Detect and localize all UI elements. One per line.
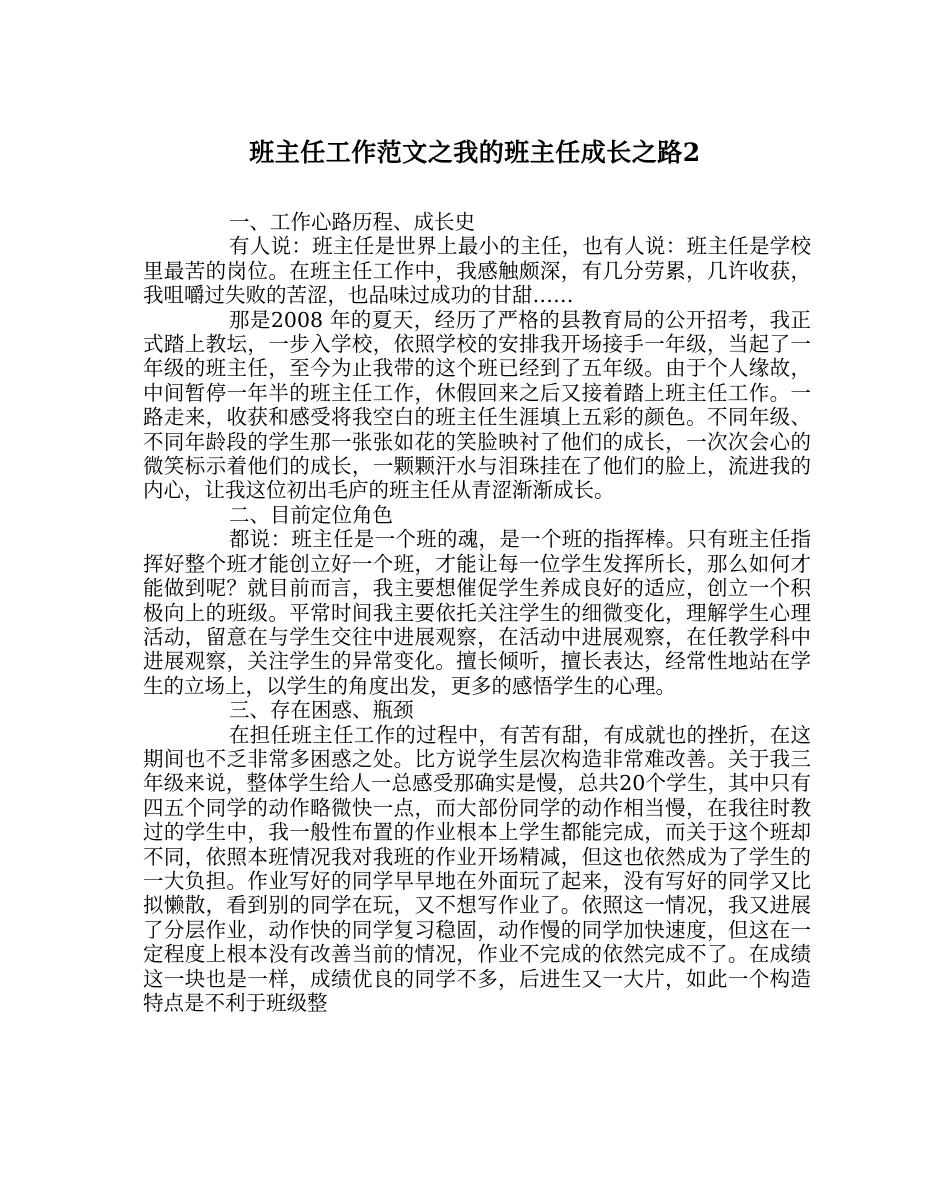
document-title: 班主任工作范文之我的班主任成长之路2 <box>249 138 701 167</box>
section-heading: 三、存在困惑、瓶颈 <box>229 698 414 723</box>
body-paragraph: 都说：班主任是一个班的魂，是一个班的指挥棒。只有班主任指挥好整个班才能创立好一个班，才能让每一位学生发挥所长，那么如何才能做到呢？就目前而言，我主要想催促学生养成良好的适应，创立一个积极向上的班级。平常时间我主要依托关注学生的细微变化，理解学生心理活动，留意在与学生交往中进展观察，在活动中进展观察，在任教学科中进展观察，关注学生的异常变化。擅长倾听，擅长表达，经常性地站在学生的立场上，以学生的角度出发，更多的感悟学生的心理。 <box>143 527 811 698</box>
section-heading: 一、工作心路历程、成长史 <box>229 210 475 234</box>
body-paragraph: 那是2008 年的夏天，经历了严格的县教育局的公开招考，我正式踏上教坛，一步入学校，依照学校的安排我开场接手一年级，当起了一年级的班主任，至今为止我带的这个班已经到了五年级。由于个人缘故，中间暂停一年半的班主任工作，休假回来之后又接着踏上班主任工作。一路走来，收获和感受将我空白的班主任生涯填上五彩的颜色。不同年级、不同年龄段的学生那一张张如花的笑脸映衬了他们的成长，一次次会心的微笑标示着他们的成长，一颗颗汗水与泪珠挂在了他们的脸上，流进我的内心，让我这位初出毛庐的班主任从青涩渐渐成长。 <box>143 307 811 503</box>
section-heading: 二、目前定位角色 <box>229 502 393 527</box>
document-body <box>143 210 811 1015</box>
body-paragraph: 在担任班主任工作的过程中，有苦有甜，有成就也的挫折，在这期间也不乏非常多困惑之处。比方说学生层次构造非常难改善。关于我三年级来说，整体学生给人一总感受那确实是慢，总共20个学生，其中只有四五个同学的动作略微快一点，而大部份同学的动作相当慢，在我往时教过的学生中，我一般性布置的作业根本上学生都能完成，而关于这个班却不同，依照本班情况我对我班的作业开场精减，但这也依然成为了学生的一大负担。作业写好的同学早早地在外面玩了起来，没有写好的同学又比拟懒散，看到别的同学在玩，又不想写作业了。依照这一情况，我又进展了分层作业，动作快的同学复习稳固，动作慢的同学加快速度，但这在一定程度上根本没有改善当前的情况，作业不完成的依然完成不了。在成绩这一块也是一样，成绩优良的同学不多，后进生又一大片，如此一个构造特点是不利于班级整 <box>143 722 811 1015</box>
body-paragraph: 有人说：班主任是世界上最小的主任，也有人说：班主任是学校里最苦的岗位。在班主任工作中，我感触颇深，有几分劳累，几许收获，我咀嚼过失败的苦涩，也品味过成功的甘甜…… <box>143 234 811 308</box>
